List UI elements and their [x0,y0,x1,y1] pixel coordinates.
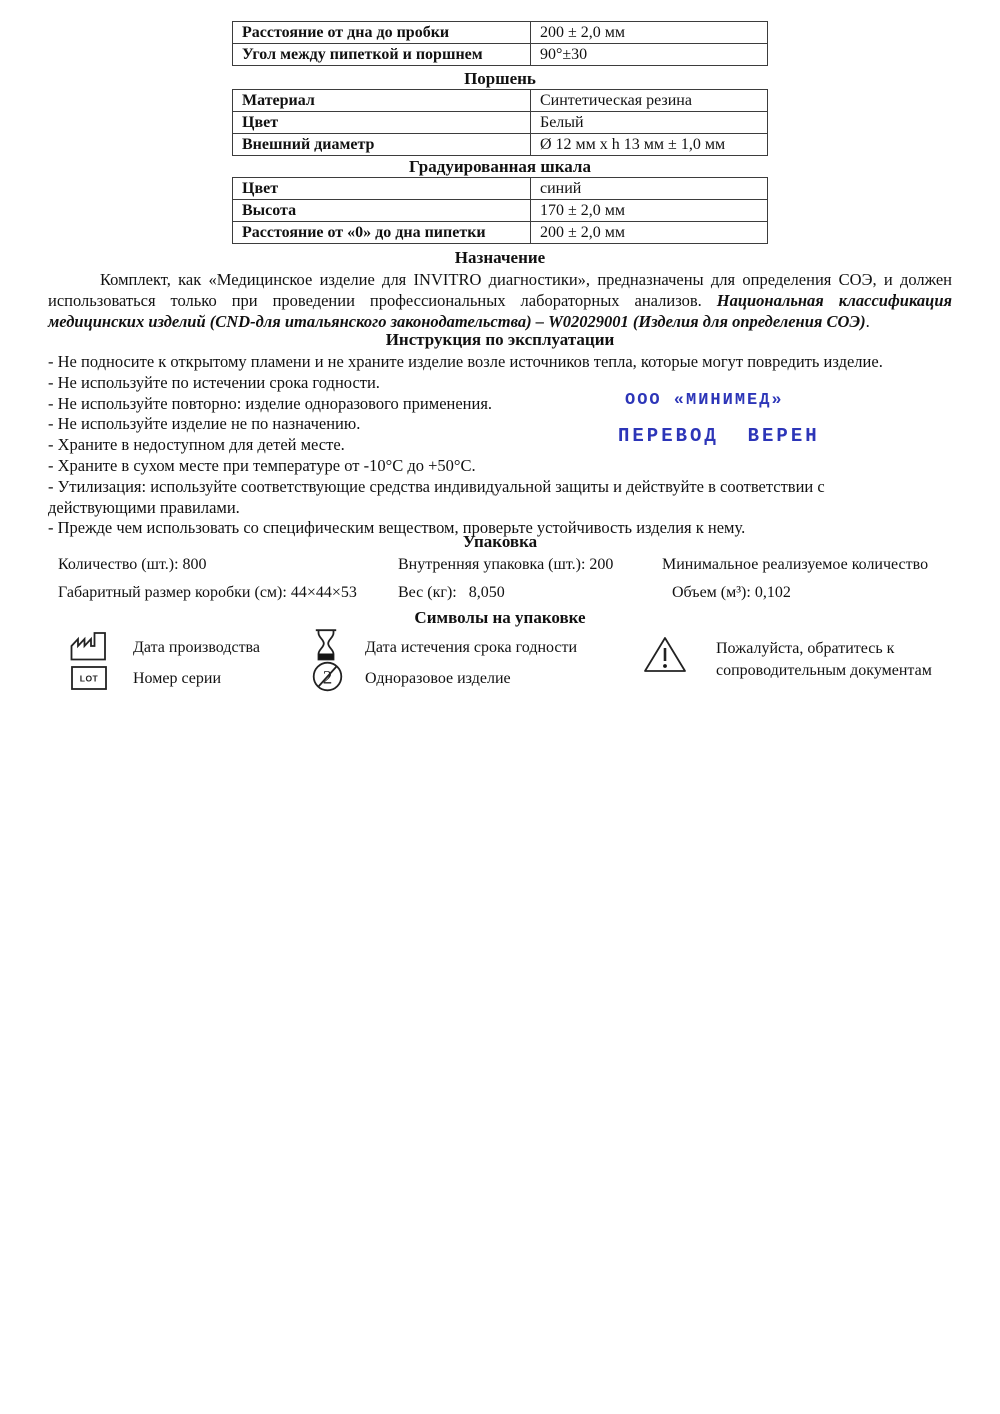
row-label: Цвет [233,112,531,134]
list-item: - Храните в сухом месте при температуре от -10°C до +50°C. [48,455,476,475]
table-row [233,90,768,112]
dimensions-table [232,21,768,66]
row-label: Материал [233,90,531,112]
table-row [233,134,768,156]
manufacture-date-label: Дата производства [133,639,260,656]
warning-icon [643,635,687,674]
section-title-purpose: Назначение [454,248,546,267]
table-row [233,222,768,244]
translation-verified-stamp: ПЕРЕВОД ВЕРЕН [618,425,820,447]
table-row [233,44,768,66]
table-row [233,178,768,200]
row-label: Угол между пипеткой и поршнем [233,44,531,66]
lot-number-label: Номер серии [133,670,221,687]
row-value: Белый [531,112,768,134]
row-value: 200 ± 2,0 мм [531,222,768,244]
list-item: - Прежде чем использовать со специфическим веществом, проверьте устойчивость изделия к нему. [48,518,746,538]
list-item: - Не используйте повторно: изделие одноразового применения. [48,393,493,413]
row-value: 90°±30 [531,44,768,66]
table-row [233,200,768,222]
expiry-date-label: Дата истечения срока годности [365,639,578,656]
packaging-quantity: Количество (шт.): 800 [58,556,207,573]
expiry-date-icon [315,629,337,661]
single-use-icon [312,661,343,692]
row-label: Внешний диаметр [233,134,531,156]
row-label: Цвет [233,178,531,200]
company-stamp: ООО «МИНИМЕД» [625,391,784,410]
piston-table [232,89,768,156]
section-title-instructions: Инструкция по эксплуатации [385,330,615,349]
purpose-text-end: . [865,311,870,331]
list-item: - Не подносите к открытому пламени и не храните изделие возле источников тепла, которые могут повредить изделие. [48,352,883,371]
purpose-paragraph [48,270,952,332]
warning-label: Пожалуйста, обратитесь к сопроводительным документам [716,640,932,679]
row-value: синий [531,178,768,200]
svg-text:2: 2 [322,667,333,689]
list-item: - Храните в недоступном для детей месте. [48,435,345,455]
row-label: Высота [233,200,531,222]
single-use-label: Одноразовое изделие [365,670,511,687]
row-label: Расстояние от «0» до дна пипетки [233,222,531,244]
scale-table [232,177,768,244]
section-title-packaging: Упаковка [462,532,538,551]
section-title-symbols: Символы на упаковке [414,608,586,627]
row-value: 170 ± 2,0 мм [531,200,768,222]
table-row [233,112,768,134]
section-title-piston: Поршень [464,69,536,88]
svg-text:LOT: LOT [79,673,99,684]
list-item: - Утилизация: используйте соответствующие средства индивидуальной защиты и действуйте в соответствии с действующими правилами. [48,476,825,517]
list-item: - Не используйте по истечении срока годности. [48,372,380,392]
section-title-scale: Градуированная шкала [409,157,591,176]
purpose-text: Комплект, как «Медицинское изделие для INVITRO диагностики», предназначены для определения СОЭ, и должен использоваться только при проведении профессиональных лабораторных анализов. [48,270,952,310]
packaging-volume: Объем (м³): 0,102 [672,584,791,601]
packaging-inner-pack: Внутренняя упаковка (шт.): 200 [398,556,614,573]
row-value: 200 ± 2,0 мм [531,22,768,44]
row-value: Синтетическая резина [531,90,768,112]
purpose-classification-text: Национальная классификация медицинских изделий (CND-для итальянского законодательства) – W02029001 (Изделия для определения СОЭ) [48,290,953,331]
packaging-box-size: Габаритный размер коробки (см): 44×44×53 [58,584,357,601]
list-item: - Не используйте изделие не по назначению. [48,414,361,434]
row-value: Ø 12 мм x h 13 мм ± 1,0 мм [531,134,768,156]
lot-number-icon [71,666,107,690]
packaging-weight: Вес (кг): 8,050 [398,584,505,601]
row-label: Расстояние от дна до пробки [233,22,531,44]
table-row [233,22,768,44]
packaging-min-sale-qty: Минимальное реализуемое количество [662,556,929,573]
manufacture-date-icon [70,631,107,661]
